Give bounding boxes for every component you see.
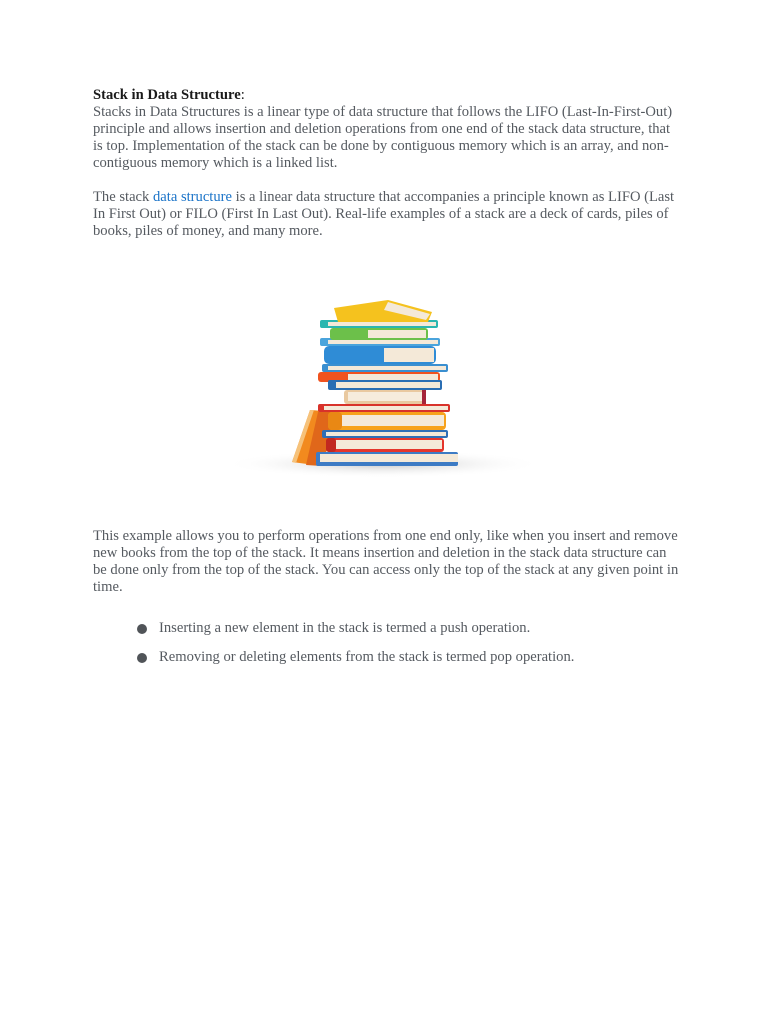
bullet-text: Removing or deleting elements from the stack is termed pop operation. — [159, 649, 575, 665]
stack-of-books-illustration — [188, 262, 578, 502]
para2-before: The stack — [93, 189, 153, 205]
example-paragraph: This example allows you to perform operations from one end only, like when you insert and remove new books from the top of the stack. It means insertion and deletion in the stack data structure can be done only from the top of the stack. You can access only the top of the stack at any given point in time. — [93, 528, 679, 595]
data-structure-link[interactable]: data structure — [152, 189, 232, 205]
bullet-icon — [137, 624, 147, 634]
bullet-icon — [137, 653, 147, 663]
list-item — [135, 649, 695, 666]
heading-colon: : — [240, 87, 245, 103]
operations-list — [135, 620, 695, 678]
bullet-text: Inserting a new element in the stack is termed a push operation. — [159, 620, 531, 636]
stack-definition-paragraph — [93, 189, 683, 240]
para2-after: is a linear data structure that accompanies a principle known as LIFO (Last In First Out) or FILO (First In Last Out). Real-life examples of a stack are a deck of cards, piles of books, piles of money, and many more. — [93, 189, 675, 239]
heading-line — [93, 87, 683, 104]
section-heading: Stack in Data Structure — [93, 87, 241, 103]
intro-paragraph: Stacks in Data Structures is a linear type of data structure that follows the LIFO (Last-In-First-Out) principle and allows insertion and deletion operations from one end of the stack data structure, that is top. Implementation of the stack can be done by contiguous memory which is an array, and non-contiguous memory which is a linked list. — [93, 104, 673, 171]
books-icon — [188, 262, 578, 502]
document-body — [93, 87, 683, 240]
list-item — [135, 620, 695, 637]
